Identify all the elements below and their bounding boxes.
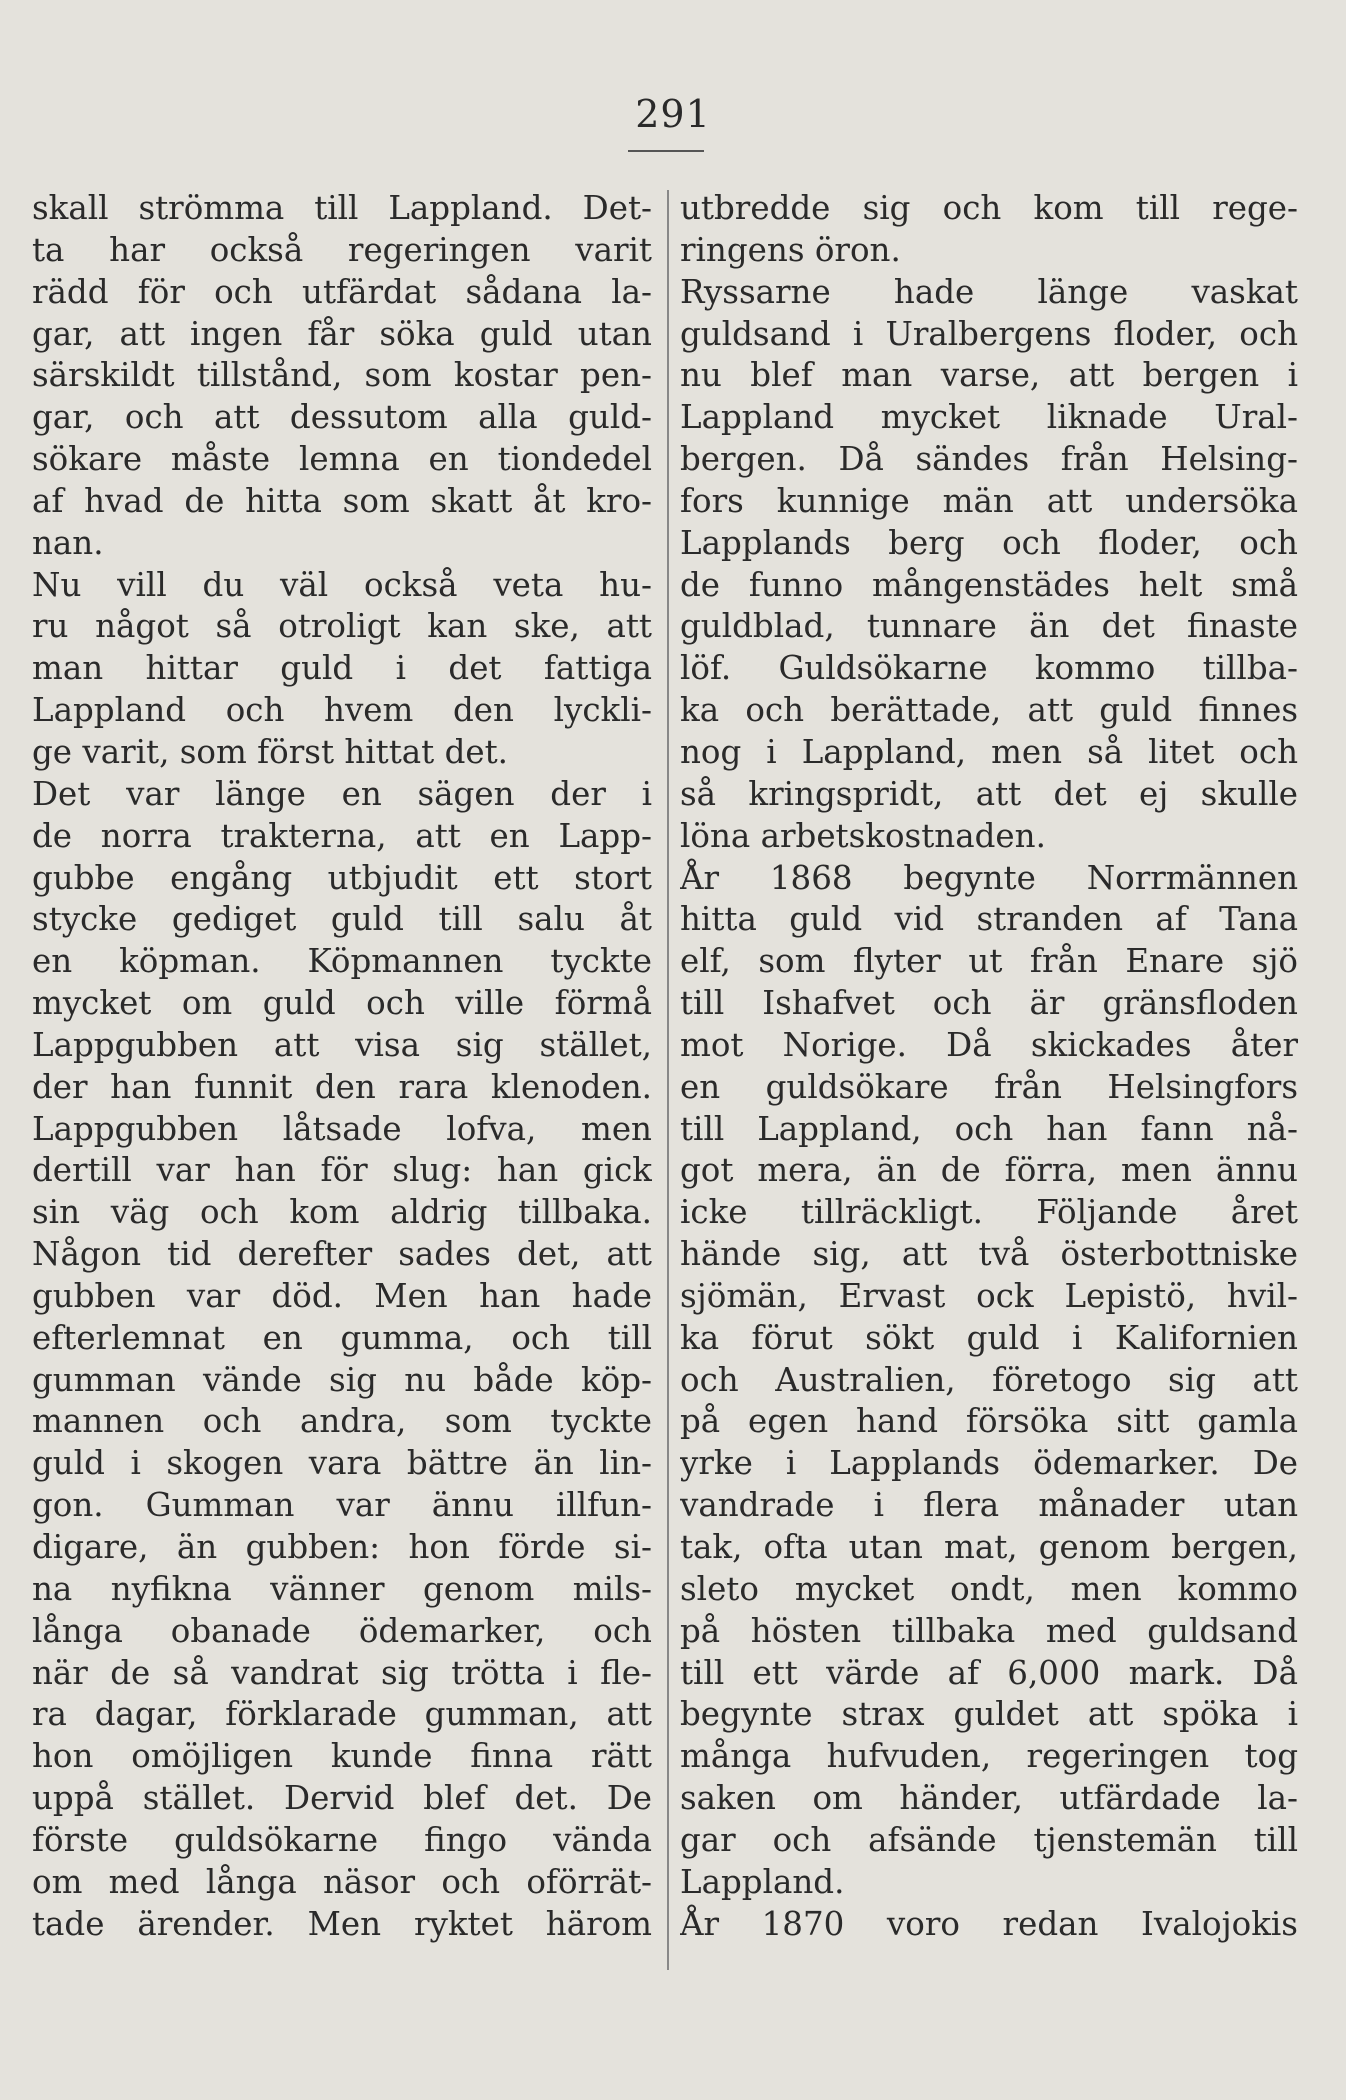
text-line: Det var länge en sägen der i xyxy=(32,774,652,813)
text-line: Lappland. xyxy=(680,1862,845,1901)
text-line: en guldsökare från Helsingfors xyxy=(680,1067,1298,1106)
text-line: nog i Lappland, men så litet och xyxy=(680,732,1298,771)
text-line: fors kunnige män att undersöka xyxy=(680,481,1298,520)
text-line: got mera, än de förra, men ännu xyxy=(680,1151,1298,1190)
text-line: sleto mycket ondt, men kommo xyxy=(680,1569,1298,1608)
text-line: många hufvuden, regeringen tog xyxy=(680,1737,1298,1776)
text-line: Lapplands berg och floder, och xyxy=(680,523,1298,562)
text-line: Lappgubben att visa sig stället, xyxy=(32,1025,652,1064)
text-line: gar, och att dessutom alla guld- xyxy=(32,398,652,437)
text-line: ra dagar, förklarade gumman, att xyxy=(32,1695,652,1734)
text-line: ru något så otroligt kan ske, att xyxy=(32,607,652,646)
text-line: till ett värde af 6,000 mark. Då xyxy=(680,1653,1298,1692)
text-line: Lappgubben låtsade lofva, men xyxy=(32,1109,652,1148)
text-line: Ryssarne hade länge vaskat xyxy=(680,272,1298,311)
text-line: tak, ofta utan mat, genom bergen, xyxy=(680,1528,1298,1566)
text-line: de norra trakterna, att en Lapp- xyxy=(32,816,652,855)
text-line: Lappland mycket liknade Ural- xyxy=(680,398,1298,437)
text-line: hon omöjligen kunde finna rätt xyxy=(32,1737,652,1776)
text-line: År 1868 begynte Norrmännen xyxy=(680,858,1298,897)
text-line: elf, som flyter ut från Enare sjö xyxy=(680,942,1298,981)
text-line: sin väg och kom aldrig tillbaka. xyxy=(32,1193,652,1232)
text-line: mannen och andra, som tyckte xyxy=(32,1402,652,1441)
left-column xyxy=(32,188,652,1945)
text-line: Lappland och hvem den lyckli- xyxy=(32,691,652,730)
text-line: guld i skogen vara bättre än lin- xyxy=(32,1444,652,1483)
text-line: hände sig, att två österbottniske xyxy=(680,1235,1298,1274)
text-line: en köpman. Köpmannen tyckte xyxy=(32,942,652,981)
text-line: guldblad, tunnare än det finaste xyxy=(680,607,1298,646)
text-line: begynte strax guldet att spöka i xyxy=(680,1695,1298,1734)
text-line: År 1870 voro redan Ivalojokis xyxy=(680,1904,1298,1943)
text-line: särskildt tillstånd, som kostar pen- xyxy=(32,356,652,395)
text-line: skall strömma till Lappland. Det- xyxy=(32,189,652,227)
text-line: och Australien, företogo sig att xyxy=(680,1360,1298,1399)
text-line: ka och berättade, att guld finnes xyxy=(680,691,1298,730)
text-line: na nyfikna vänner genom mils- xyxy=(32,1569,652,1608)
text-line: bergen. Då sändes från Helsing- xyxy=(680,440,1298,479)
text-line: gon. Gumman var ännu illfun- xyxy=(32,1486,652,1525)
text-line: till Ishafvet och är gränsfloden xyxy=(680,984,1298,1023)
text-line: på hösten tillbaka med guldsand xyxy=(680,1611,1298,1650)
text-line: på egen hand försöka sitt gamla xyxy=(680,1402,1298,1441)
text-line: nan. xyxy=(32,523,104,562)
text-line: till Lappland, och han fann nå- xyxy=(680,1109,1298,1148)
text-line: om med långa näsor och oförrät- xyxy=(32,1862,652,1901)
text-line: utbredde sig och kom till rege- xyxy=(680,189,1298,227)
text-line: tade ärender. Men ryktet härom xyxy=(32,1904,652,1943)
text-line: der han funnit den rara klenoden. xyxy=(32,1067,652,1106)
text-line: guldsand i Uralbergens floder, och xyxy=(680,314,1298,353)
text-line: stycke gediget guld till salu åt xyxy=(32,900,652,939)
text-line: ta har också regeringen varit xyxy=(32,230,652,269)
text-line: yrke i Lapplands ödemarker. De xyxy=(680,1444,1298,1483)
text-line: af hvad de hitta som skatt åt kro- xyxy=(32,481,652,520)
text-line: ge varit, som först hittat det. xyxy=(32,732,508,771)
text-line: långa obanade ödemarker, och xyxy=(32,1611,652,1650)
text-line: sökare måste lemna en tiondedel xyxy=(32,440,652,479)
text-line: gubben var död. Men han hade xyxy=(32,1276,652,1315)
text-line: ringens öron. xyxy=(680,230,901,269)
text-line: gar och afsände tjenstemän till xyxy=(680,1820,1298,1859)
text-line: de funno mångenstädes helt små xyxy=(680,565,1298,604)
text-line: mycket om guld och ville förmå xyxy=(32,984,652,1023)
header-rule xyxy=(628,150,704,152)
text-line: Någon tid derefter sades det, att xyxy=(32,1235,652,1274)
text-line: löna arbetskostnaden. xyxy=(680,816,1046,855)
text-line: gumman vände sig nu både köp- xyxy=(32,1360,652,1399)
text-line: löf. Guldsökarne kommo tillba- xyxy=(680,649,1298,688)
right-column xyxy=(680,188,1298,1945)
text-line: gar, att ingen får söka guld utan xyxy=(32,314,652,353)
text-line: när de så vandrat sig trötta i fle- xyxy=(32,1653,652,1692)
text-line: rädd för och utfärdat sådana la- xyxy=(32,272,652,311)
text-line: efterlemnat en gumma, och till xyxy=(32,1318,652,1357)
page-number: 291 xyxy=(635,92,711,136)
text-line: hitta guld vid stranden af Tana xyxy=(680,900,1298,939)
text-line: mot Norige. Då skickades åter xyxy=(680,1025,1298,1064)
text-line: vandrade i flera månader utan xyxy=(680,1486,1298,1525)
text-line: saken om händer, utfärdade la- xyxy=(680,1779,1298,1818)
text-line: digare, än gubben: hon förde si- xyxy=(32,1528,652,1566)
text-line: man hittar guld i det fattiga xyxy=(32,649,652,688)
text-line: så kringspridt, att det ej skulle xyxy=(680,774,1298,813)
text-line: uppå stället. Dervid blef det. De xyxy=(32,1779,652,1818)
text-line: ka förut sökt guld i Kalifornien xyxy=(680,1318,1298,1357)
column-divider xyxy=(667,190,669,1970)
text-line: förste guldsökarne fingo vända xyxy=(32,1820,652,1859)
text-line: gubbe engång utbjudit ett stort xyxy=(32,858,652,897)
text-line: nu blef man varse, att bergen i xyxy=(680,356,1298,395)
text-line: Nu vill du väl också veta hu- xyxy=(32,565,652,604)
text-line: dertill var han för slug: han gick xyxy=(32,1151,652,1190)
text-line: icke tillräckligt. Följande året xyxy=(680,1193,1298,1232)
text-line: sjömän, Ervast ock Lepistö, hvil- xyxy=(680,1276,1298,1315)
